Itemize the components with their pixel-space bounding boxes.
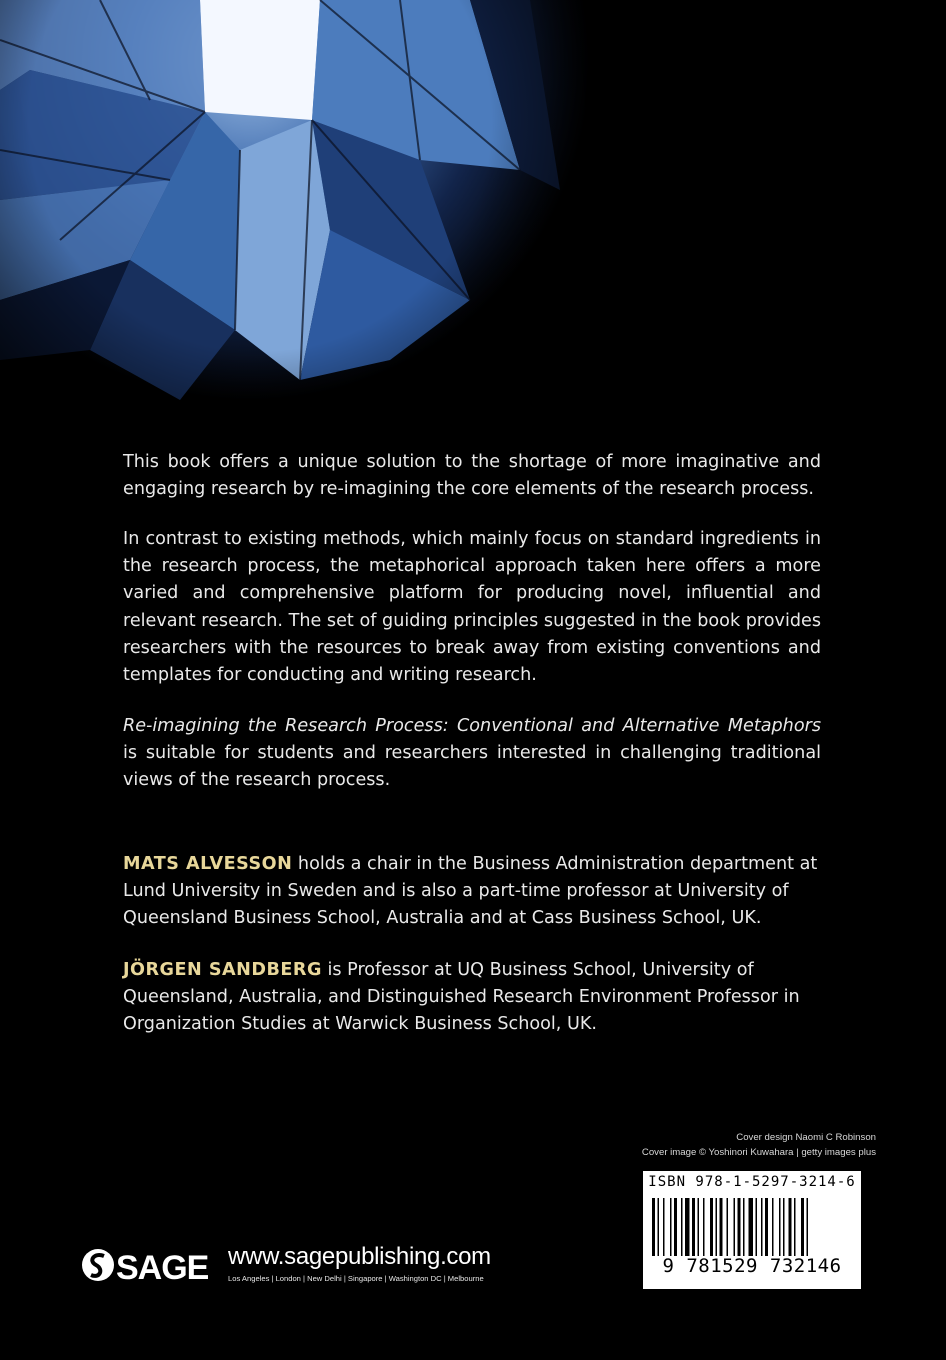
barcode-bars xyxy=(652,1198,852,1256)
blurb-para-1 xyxy=(123,449,821,503)
author-bio-text: is Professor at UQ Business School, University of Queensland, Australia, and Distinguished Research Environment Professor in Organization Studies at Warwick Business School, UK. xyxy=(123,960,800,1035)
barcode-bar xyxy=(703,1198,705,1256)
isbn-digits: 9 781529 732146 xyxy=(662,1255,842,1277)
barcode-bar xyxy=(789,1198,792,1256)
blurb-paragraph-intro: This book offers a unique solution to the shortage of more imaginative and engaging research by re-imagining the core elements of the research process. xyxy=(123,452,821,500)
barcode-bar xyxy=(743,1198,745,1256)
barcode-bar xyxy=(756,1198,758,1256)
author-bio-1 xyxy=(123,851,825,933)
cover-image-credit: Cover image © Yoshinori Kuwahara | getty images plus xyxy=(641,1147,876,1158)
blurb-paragraph-audience xyxy=(123,713,821,795)
barcode-bar xyxy=(727,1198,729,1256)
author-bio-2 xyxy=(123,957,825,1039)
barcode-bar xyxy=(710,1198,713,1256)
publisher-url[interactable]: www.sagepublishing.com xyxy=(228,1243,491,1270)
cover-design-credit: Cover design Naomi C Robinson xyxy=(736,1132,876,1143)
cover-credits xyxy=(642,1130,876,1160)
audience-text: is suitable for students and researchers interested in challenging traditional views of the research process. xyxy=(123,743,821,791)
barcode-bar xyxy=(652,1198,655,1256)
isbn-barcode xyxy=(643,1171,861,1289)
barcode-bar xyxy=(807,1198,809,1256)
isbn-label: ISBN 978-1-5297-3214-6 xyxy=(648,1174,856,1190)
barcode-bar xyxy=(772,1198,774,1256)
publisher-cities: Los Angeles | London | New Delhi | Singapore | Washington DC | Melbourne xyxy=(228,1274,484,1283)
barcode-bar xyxy=(663,1198,665,1256)
blurb-paragraph-approach: In contrast to existing methods, which mainly focus on standard ingredients in the research process, the metaphorical approach taken here offers a more varied and comprehensive platform for producing novel, influential and relevant research. The set of guiding principles suggested in the book provides researchers with the resources to break away from existing conventions and templates for conducting and writing research. xyxy=(123,529,821,686)
blurb-para-3 xyxy=(123,713,821,795)
barcode-bar xyxy=(658,1198,660,1256)
barcode-bar xyxy=(794,1198,796,1256)
barcode-bar xyxy=(698,1198,700,1256)
barcode-bar xyxy=(681,1198,683,1256)
sage-logo xyxy=(80,1247,220,1287)
book-title: Re-imagining the Research Process: Conventional and Alternative Metaphors xyxy=(123,716,821,736)
barcode-bar xyxy=(674,1198,677,1256)
cover-photo xyxy=(0,0,946,440)
barcode-bar xyxy=(765,1198,768,1256)
barcode-bar xyxy=(801,1198,804,1256)
barcode-bar xyxy=(670,1198,672,1256)
author-bio-text: holds a chair in the Business Administration department at Lund University in Sweden and is also a part-time professor at University of Queensland Business School, Australia and at Cass Business School, UK. xyxy=(123,854,818,929)
barcode-bar xyxy=(720,1198,723,1256)
author-name: MATS ALVESSON xyxy=(123,854,293,874)
blurb-para-2 xyxy=(123,526,821,689)
barcode-bar xyxy=(761,1198,763,1256)
barcode-bar xyxy=(692,1198,695,1256)
barcode-bar xyxy=(749,1198,754,1256)
barcode-bar xyxy=(783,1198,785,1256)
barcode-bar xyxy=(734,1198,736,1256)
barcode-bar xyxy=(738,1198,741,1256)
barcode-bar xyxy=(779,1198,781,1256)
barcode-bar xyxy=(716,1198,718,1256)
sage-logo-text: SAGE xyxy=(116,1249,209,1287)
author-name: JÖRGEN SANDBERG xyxy=(123,960,322,980)
barcode-bar xyxy=(685,1198,690,1256)
